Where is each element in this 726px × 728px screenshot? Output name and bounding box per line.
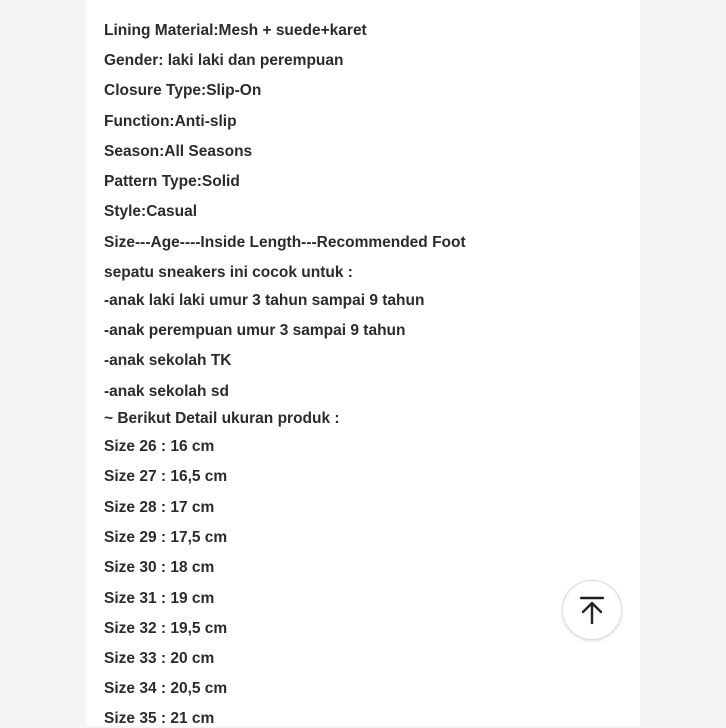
size-row: Size 31 : 19 cm	[104, 590, 215, 607]
desc-line-lining: Lining Material:Mesh + suede+karet	[104, 22, 367, 39]
desc-line-kindergarten: -anak sekolah TK	[104, 352, 232, 369]
scroll-to-top-button[interactable]	[562, 580, 622, 640]
desc-line-function: Function:Anti-slip	[104, 113, 237, 130]
size-row: Size 28 : 17 cm	[104, 499, 215, 516]
size-row: Size 27 : 16,5 cm	[104, 468, 228, 485]
desc-line-size-detail-title: ~ Berikut Detail ukuran produk :	[104, 410, 340, 427]
desc-line-girls: -anak perempuan umur 3 sampai 9 tahun	[104, 322, 406, 339]
desc-line-style: Style:Casual	[104, 203, 198, 220]
desc-line-pattern: Pattern Type:Solid	[104, 173, 240, 190]
arrow-up-to-top-icon	[579, 595, 605, 625]
size-row: Size 26 : 16 cm	[104, 438, 215, 455]
size-row: Size 35 : 21 cm	[104, 710, 215, 727]
size-row: Size 34 : 20,5 cm	[104, 680, 228, 697]
size-row: Size 30 : 18 cm	[104, 559, 215, 576]
desc-line-gender: Gender: laki laki dan perempuan	[104, 52, 344, 69]
desc-line-elementary: -anak sekolah sd	[104, 383, 229, 400]
desc-line-suitable-for: sepatu sneakers ini cocok untuk :	[104, 264, 353, 281]
size-row: Size 33 : 20 cm	[104, 650, 215, 667]
desc-line-size-header: Size---Age----Inside Length---Recommended Foot	[104, 234, 466, 251]
desc-line-closure: Closure Type:Slip-On	[104, 82, 262, 99]
size-row: Size 29 : 17,5 cm	[104, 529, 228, 546]
desc-line-season: Season:All Seasons	[104, 143, 253, 160]
desc-line-boys: -anak laki laki umur 3 tahun sampai 9 tahun	[104, 292, 425, 309]
size-row: Size 32 : 19,5 cm	[104, 620, 228, 637]
